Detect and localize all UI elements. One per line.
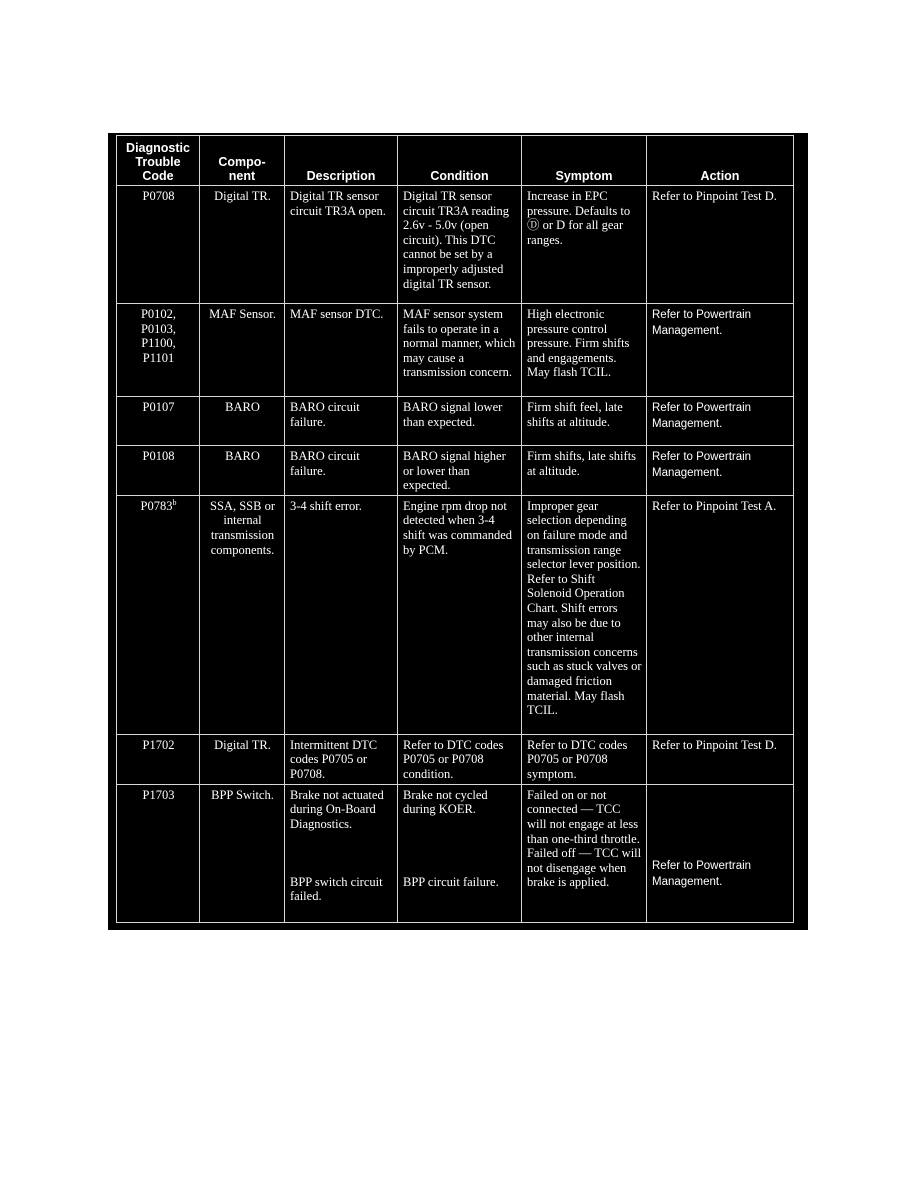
table-row xyxy=(117,784,794,922)
cell-description xyxy=(285,784,398,922)
cell-component: Digital TR. xyxy=(200,186,285,304)
header-code-line: Code xyxy=(142,169,174,183)
cell-condition: Refer to DTC codes P0705 or P0708 condition. xyxy=(398,734,522,784)
cell-action: Refer to Pinpoint Test D. xyxy=(647,186,794,304)
cell-symptom: High electronic pressure control pressure. Firm shifts and engagements. May flash TCIL. xyxy=(522,304,647,397)
condition-entry: Brake not cycled during KOER. xyxy=(403,787,488,817)
table-row xyxy=(117,495,794,734)
symptom-entry: Failed on or not connected — TCC will not engage at less than one-third throttle. xyxy=(527,787,640,846)
cell-code: P1703 xyxy=(117,784,200,922)
description-entry: BPP switch circuit failed. xyxy=(290,874,383,904)
action-entry: Refer to Powertrain Management. xyxy=(652,859,752,888)
cell-code: P0708 xyxy=(117,186,200,304)
header-action: Action xyxy=(647,136,794,186)
document-page-scan xyxy=(108,133,808,930)
table-header-row xyxy=(117,136,794,186)
code-line: P1100, xyxy=(141,336,176,351)
cell-description: BARO circuit failure. xyxy=(285,397,398,446)
cell-condition: MAF sensor system fails to operate in a normal manner, which may cause a transmission concern. xyxy=(398,304,522,397)
table-row xyxy=(117,397,794,446)
cell-condition: BARO signal lower than expected. xyxy=(398,397,522,446)
table-row xyxy=(117,446,794,496)
cell-symptom xyxy=(522,784,647,922)
cell-description: Intermittent DTC codes P0705 or P0708. xyxy=(285,734,398,784)
cell-description: Digital TR sensor circuit TR3A open. xyxy=(285,186,398,304)
cell-action: Refer to Pinpoint Test D. xyxy=(647,734,794,784)
cell-symptom: Increase in EPC pressure. Defaults to Ⓓ or D for all gear ranges. xyxy=(522,186,647,304)
cell-component: SSA, SSB or internal transmission components. xyxy=(200,495,285,734)
cell-description: MAF sensor DTC. xyxy=(285,304,398,397)
cell-action: Refer to Powertrain Management. xyxy=(647,397,794,446)
cell-condition: Digital TR sensor circuit TR3A reading 2.6v - 5.0v (open circuit). This DTC cannot be set by a improperly adjusted digital TR sensor. xyxy=(398,186,522,304)
cell-action: Refer to Powertrain Management. xyxy=(647,304,794,397)
spacer xyxy=(403,817,517,875)
table-row xyxy=(117,304,794,397)
header-description: Description xyxy=(285,136,398,186)
cell-component: MAF Sensor. xyxy=(200,304,285,397)
symptom-entry: Failed off — TCC will not disengage when brake is applied. xyxy=(527,846,642,890)
cell-symptom: Firm shift feel, late shifts at altitude. xyxy=(522,397,647,446)
cell-condition: Engine rpm drop not detected when 3-4 shift was commanded by PCM. xyxy=(398,495,522,734)
dtc-table xyxy=(116,135,794,923)
header-symptom: Symptom xyxy=(522,136,647,186)
header-code-line: Trouble xyxy=(135,155,181,169)
header-condition: Condition xyxy=(398,136,522,186)
cell-description: BARO circuit failure. xyxy=(285,446,398,496)
footnote-marker: b xyxy=(172,497,177,507)
cell-code xyxy=(117,495,200,734)
cell-symptom: Refer to DTC codes P0705 or P0708 symptom. xyxy=(522,734,647,784)
cell-code xyxy=(117,304,200,397)
cell-condition: BARO signal higher or lower than expected. xyxy=(398,446,522,496)
spacer xyxy=(652,788,789,858)
header-code-line: Diagnostic xyxy=(126,141,190,155)
cell-component: Digital TR. xyxy=(200,734,285,784)
code-text: P0783 xyxy=(140,498,173,513)
cell-symptom: Improper gear selection depending on failure mode and transmission range selector lever position. Refer to Shift Solenoid Operation Chart. Shift errors may also be due to other internal transmission concerns such as stuck valves or damaged friction material. May flash TCIL. xyxy=(522,495,647,734)
cell-action: Refer to Powertrain Management. xyxy=(647,446,794,496)
cell-action: Refer to Pinpoint Test A. xyxy=(647,495,794,734)
cell-code: P0108 xyxy=(117,446,200,496)
cell-code: P1702 xyxy=(117,734,200,784)
code-line: P0103, xyxy=(140,321,177,336)
header-component xyxy=(200,136,285,186)
cell-component: BPP Switch. xyxy=(200,784,285,922)
cell-component: BARO xyxy=(200,397,285,446)
table-row xyxy=(117,186,794,304)
condition-entry: BPP circuit failure. xyxy=(403,874,499,889)
header-code xyxy=(117,136,200,186)
header-component-line: nent xyxy=(228,169,256,183)
cell-description: 3-4 shift error. xyxy=(285,495,398,734)
cell-component: BARO xyxy=(200,446,285,496)
header-component-line: Compo- xyxy=(218,155,266,169)
description-entry: Brake not actuated during On-Board Diagnostics. xyxy=(290,787,384,831)
cell-code: P0107 xyxy=(117,397,200,446)
cell-condition xyxy=(398,784,522,922)
spacer xyxy=(290,832,393,875)
cell-symptom: Firm shifts, late shifts at altitude. xyxy=(522,446,647,496)
table-row xyxy=(117,734,794,784)
code-line: P1101 xyxy=(142,350,175,365)
cell-action xyxy=(647,784,794,922)
code-line: P0102, xyxy=(140,307,177,321)
